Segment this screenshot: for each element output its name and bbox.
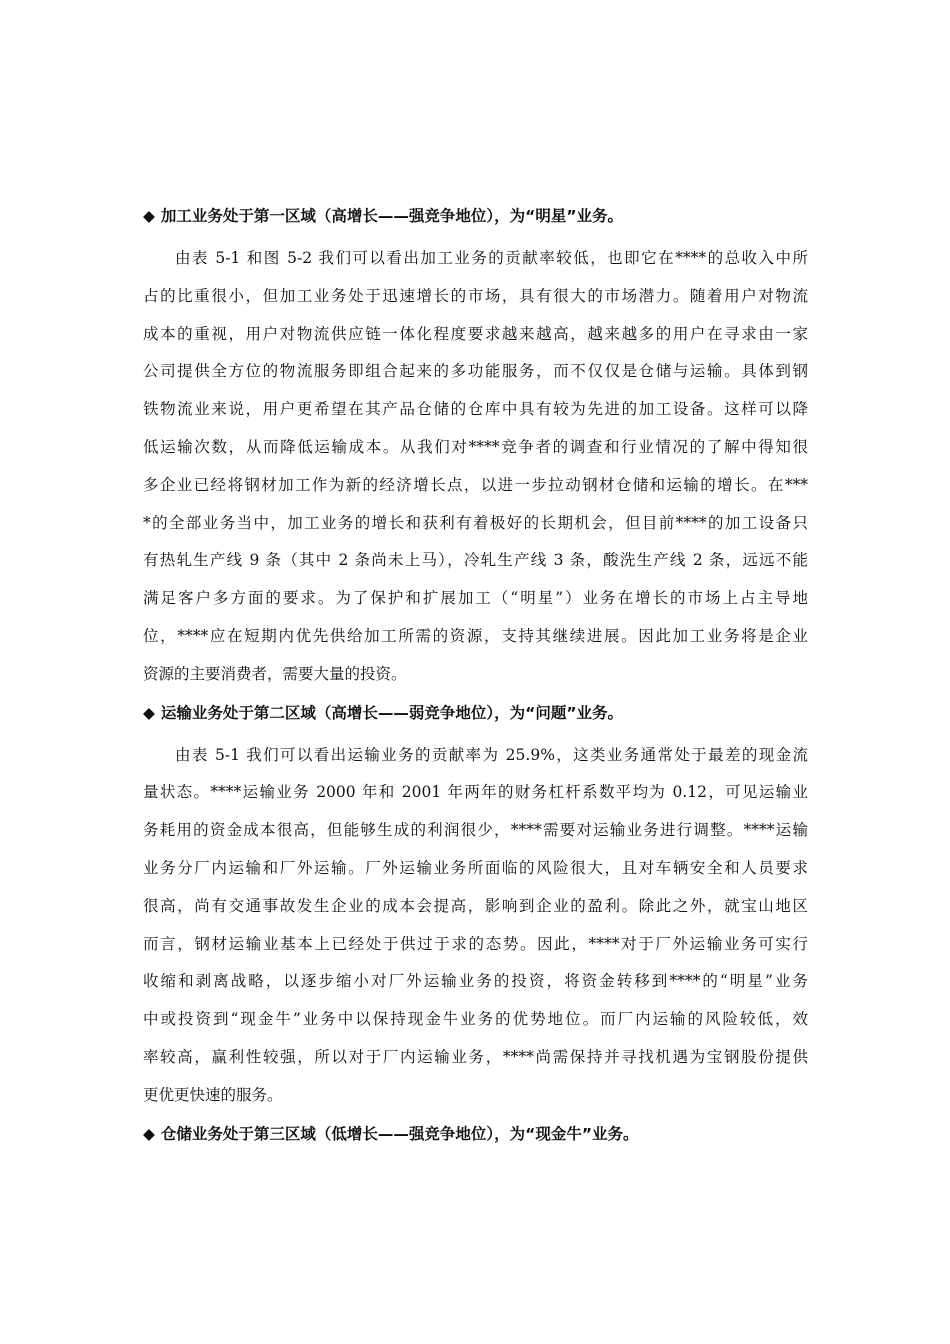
- paragraph-line: 业务分厂内运输和厂外运输。厂外运输业务所面临的风险很大，且对车辆安全和人员要求: [143, 858, 808, 877]
- section-heading-transport: [143, 700, 808, 726]
- section-heading-text: 仓储业务处于第三区域（低增长——强竞争地位），为“现金牛”业务。: [160, 1124, 639, 1143]
- paragraph-line: 很高，尚有交通事故发生企业的成本会提高，影响到企业的盈利。除此之外，就宝山地区: [143, 896, 808, 915]
- paragraph-line: 公司提供全方位的物流服务即组合起来的多功能服务，而不仅仅是仓储与运输。具体到钢: [143, 362, 808, 381]
- paragraph-processing: [143, 240, 808, 694]
- diamond-bullet-icon: ◆: [143, 207, 155, 225]
- section-heading-warehousing: [143, 1121, 808, 1147]
- section-heading-text: 加工业务处于第一区域（高增长——强竞争地位），为“明星”业务。: [160, 207, 624, 225]
- paragraph-line: *的全部业务当中，加工业务的增长和获利有着极好的长期机会，但目前****的加工设备只: [143, 513, 808, 532]
- paragraph-line: 务耗用的资金成本很高，但能够生成的利润很少，****需要对运输业务进行调整。****运输: [143, 821, 808, 840]
- paragraph-line: 位，****应在短期内优先供给加工所需的资源，支持其继续进展。因此加工业务将是企业: [143, 626, 808, 645]
- paragraph-line: 更优更快速的服务。: [143, 1085, 283, 1104]
- paragraph-line: 收缩和剥离战略，以逐步缩小对厂外运输业务的投资，将资金转移到****的“明星”业务: [143, 972, 808, 991]
- diamond-bullet-icon: ◆: [143, 703, 155, 722]
- paragraph-line: 铁物流业来说，用户更希望在其产品仓储的仓库中具有较为先进的加工设备。这样可以降: [143, 400, 808, 419]
- paragraph-line: 而言，钢材运输业基本上已经处于供过于求的态势。因此，****对于厂外运输业务可实行: [143, 934, 808, 953]
- paragraph-line: 中或投资到“现金牛”业务中以保持现金牛业务的优势地位。而厂内运输的风险较低，效: [143, 1010, 808, 1029]
- paragraph-line: 由表 5-1 和图 5-2 我们可以看出加工业务的贡献率较低，也即它在****的总收入中所: [175, 249, 808, 267]
- paragraph-line: 低运输次数，从而降低运输成本。从我们对****竞争者的调查和行业情况的了解中得知很: [143, 437, 808, 456]
- section-heading-processing: [143, 203, 808, 229]
- document-body: [143, 200, 808, 1147]
- paragraph-line: 多企业已经将钢材加工作为新的经济增长点，以进一步拉动钢材仓储和运输的增长。在***: [143, 475, 808, 494]
- paragraph-line: 占的比重很小，但加工业务处于迅速增长的市场，具有很大的市场潜力。随着用户对物流: [143, 286, 808, 305]
- diamond-bullet-icon: ◆: [143, 1124, 155, 1143]
- paragraph-line: 有热轧生产线 9 条（其中 2 条尚未上马），冷轧生产线 3 条，酸洗生产线 2 条，远远不能: [143, 551, 808, 570]
- paragraph-line: 量状态。****运输业务 2000 年和 2001 年两年的财务杠杆系数平均为 0.12，可见运输业: [143, 783, 808, 802]
- paragraph-line: 成本的重视，用户对物流供应链一体化程度要求越来越高，越来越多的用户在寻求由一家: [143, 324, 808, 343]
- paragraph-line: 满足客户多方面的要求。为了保护和扩展加工（“明星”）业务在增长的市场上占主导地: [143, 589, 808, 608]
- paragraph-line: 资源的主要消费者，需要大量的投资。: [143, 664, 407, 683]
- paragraph-transport: [143, 737, 808, 1115]
- paragraph-line: 由表 5-1 我们可以看出运输业务的贡献率为 25.9%，这类业务通常处于最差的现金流: [175, 745, 808, 764]
- paragraph-line: 率较高，赢利性较强，所以对于厂内运输业务，****尚需保持并寻找机遇为宝钢股份提供: [143, 1047, 808, 1066]
- section-heading-text: 运输业务处于第二区域（高增长——弱竞争地位），为“问题”业务。: [160, 703, 624, 722]
